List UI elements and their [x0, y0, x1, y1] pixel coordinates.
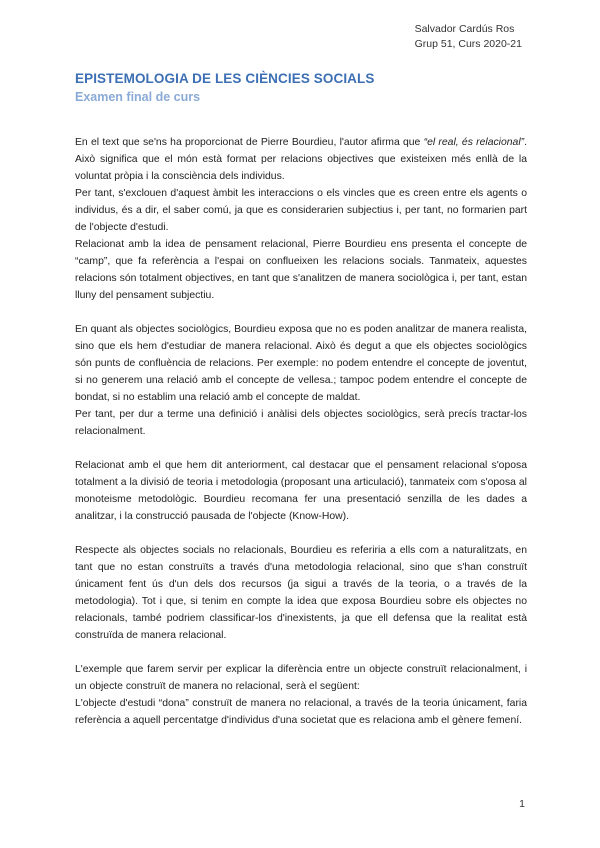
paragraph: Respecte als objectes socials no relacionals, Bourdieu es referiria a ells com a naturalitzats, en tant que no estan construïts a través d'una metodologia relacional, sino que s'han construït únicament fent ús d'un dels dos recursos (ja sigui a través de la teoria, o a través de la metodologia). Tot i que, si tenim en compte la idea que exposa Bourdieu sobre els objectes no relacionals, també podriem classificar-los d'inexistents, ja que ell defensa que la realitat està construïda de manera relacional.: [75, 545, 527, 641]
paragraph-intro-pre: En el text que se'ns ha proporcionat de Pierre Bourdieu, l'autor afirma que: [75, 137, 424, 148]
document-title: EPISTEMOLOGIA DE LES CIÈNCIES SOCIALS: [75, 71, 375, 86]
paragraph: En quant als objectes sociològics, Bourdieu exposa que no es poden analitzar de manera realista, sino que els hem d'estudiar de manera relacional. Això és degut a que els objectes sociològics són punts de confluència de relacions. Per exemple: no podem entendre el concepte de joventut, si no generem una relació amb el concepte de vellesa.; tampoc podem entendre el concepte de bondat, si no establim una relació amb el concepte de maldat.: [75, 324, 527, 403]
paragraph: L'objecte d'estudi “dona” construït de manera no relacional, a través de la teoria únicament, faria referència a aquell percentatge d'individus d'una societat que es relaciona amb el gènere femení.: [75, 698, 527, 726]
paragraph: Relacionat amb el que hem dit anteriorment, cal destacar que el pensament relacional s'oposa totalment a la divisió de teoria i metodologia (proposant una articulació), tanmateix com s'oposa al monoteisme metodològic. Bourdieu recomana fer una presentació senzilla de les dades a analitzar, i la construcció pausada de l'objecte (Know-How).: [75, 460, 527, 522]
paragraph-intro-post: . Això significa que el món està format per relacions objectives que existeixen més enllà de la voluntat pròpia i la consciència dels individus.: [75, 137, 527, 182]
paragraph: L'exemple que farem servir per explicar la diferència entre un objecte construït relacionalment, i un objecte construït de manera no relacional, serà el següent:: [75, 664, 527, 692]
author-name: Salvador Cardús Ros: [414, 23, 515, 35]
paragraph: Per tant, s'exclouen d'aquest àmbit les interaccions o els vincles que es creen entre els agents o individus, és a dir, el saber comú, ja que es considerarien subjectius i, per tant, no formarien part de l'objecte d'estudi.: [75, 188, 527, 233]
paragraph-intro: [75, 134, 527, 185]
paragraph: Relacionat amb la idea de pensament relacional, Pierre Bourdieu ens presenta el concepte de “camp”, que fa referència a l'espai on conflueixen les relacions socials. Tanmateix, aquestes relacions són totalment objectives, en tant que s'analitzen de manera sociològica i, per tant, estan lluny del pensament subjectiu.: [75, 239, 527, 301]
paragraph-intro-quote: “el real, és relacional”: [423, 137, 525, 148]
page-number: 1: [519, 798, 525, 810]
document-subtitle: Examen final de curs: [75, 90, 201, 104]
group-course: Grup 51, Curs 2020-21: [414, 38, 522, 50]
document-header: [415, 22, 522, 52]
paragraph: Per tant, per dur a terme una definició i anàlisi dels objectes sociològics, serà precís tractar-los relacionalment.: [75, 409, 527, 437]
document-body: [75, 134, 527, 729]
